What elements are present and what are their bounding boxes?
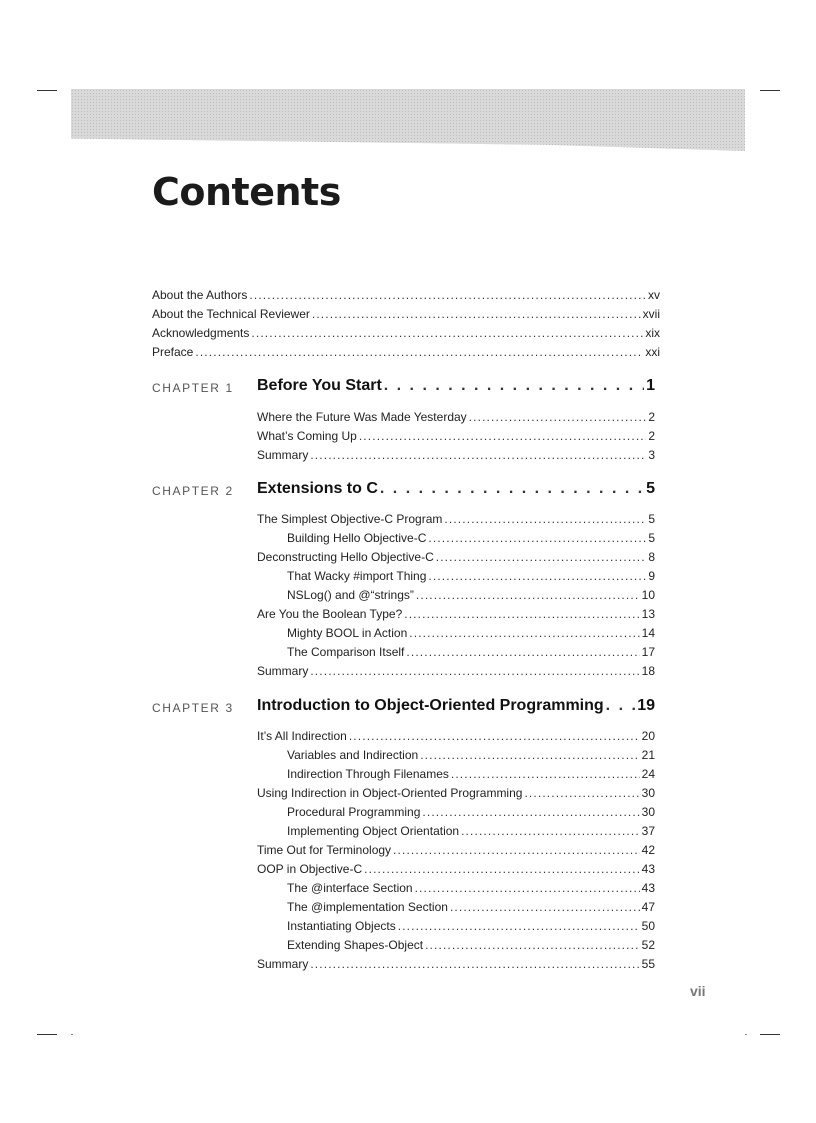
toc-entry-page: 8 xyxy=(648,550,655,564)
dot-leader xyxy=(428,531,646,545)
toc-entry-title: Procedural Programming xyxy=(287,805,421,819)
toc-subentry[interactable] xyxy=(287,938,655,956)
toc-entry[interactable] xyxy=(257,957,655,975)
dot-leader xyxy=(451,767,640,781)
dot-leader xyxy=(251,326,643,340)
toc-subentry[interactable] xyxy=(287,805,655,823)
toc-entry-title: Using Indirection in Object-Oriented Programming xyxy=(257,786,523,800)
toc-entry-page: 3 xyxy=(648,448,655,462)
toc-entry-page: 9 xyxy=(648,569,655,583)
page-title: Contents xyxy=(152,170,341,214)
toc-entry-page: xv xyxy=(648,288,660,302)
toc-entry-page: 2 xyxy=(648,429,655,443)
dot-leader xyxy=(436,550,647,564)
toc-entry[interactable] xyxy=(257,512,655,530)
toc-subentry[interactable] xyxy=(287,645,655,663)
toc-entry-page: 50 xyxy=(641,919,655,933)
dot-leader xyxy=(469,410,647,424)
toc-entry-page: 18 xyxy=(641,664,655,678)
dot-leader xyxy=(415,881,640,895)
crop-mark-top-right xyxy=(760,90,780,91)
toc-entry-page: 14 xyxy=(641,626,655,640)
toc-entry[interactable] xyxy=(257,607,655,625)
dot-leader xyxy=(409,626,639,640)
toc-entry-page: 43 xyxy=(641,881,655,895)
toc-entry[interactable] xyxy=(257,729,655,747)
toc-entry-page: xxi xyxy=(645,345,660,359)
toc-entry-page: 24 xyxy=(641,767,655,781)
toc-entry-title: Are You the Boolean Type? xyxy=(257,607,403,621)
dot-leader xyxy=(406,645,639,659)
chapter-title: Introduction to Object-Oriented Programming xyxy=(257,697,604,714)
chapter-title: Before You Start xyxy=(257,377,382,394)
toc-entry-title: OOP in Objective-C xyxy=(257,862,363,876)
toc-entry[interactable] xyxy=(257,410,655,428)
dot-leader xyxy=(310,664,639,678)
dot-leader xyxy=(312,307,641,321)
dot-leader xyxy=(195,345,643,359)
dot-leader xyxy=(364,862,639,876)
toc-subentry[interactable] xyxy=(287,569,655,587)
toc-entry-title: NSLog() and @“strings” xyxy=(287,588,414,602)
toc-entry-title: About the Technical Reviewer xyxy=(152,307,310,321)
chapter-page: 19 xyxy=(637,697,655,714)
toc-entry-title: Implementing Object Orientation xyxy=(287,824,460,838)
dot-leader xyxy=(349,729,640,743)
chapter-title-entry[interactable] xyxy=(257,697,655,719)
toc-entry-page: 20 xyxy=(641,729,655,743)
dot-leader xyxy=(450,900,640,914)
crop-dot-left xyxy=(71,1034,73,1035)
toc-entry-page: 42 xyxy=(641,843,655,857)
toc-subentry[interactable] xyxy=(287,900,655,918)
toc-entry-title: Summary xyxy=(257,448,309,462)
toc-entry-title: What’s Coming Up xyxy=(257,429,357,443)
dot-leader xyxy=(416,588,640,602)
toc-entry-page: 47 xyxy=(641,900,655,914)
toc-subentry[interactable] xyxy=(287,767,655,785)
toc-entry[interactable] xyxy=(257,550,655,568)
chapter-label: CHAPTER 2 xyxy=(152,484,234,498)
toc-entry-page: 52 xyxy=(641,938,655,952)
toc-entry-title: Where the Future Was Made Yesterday xyxy=(257,410,467,424)
chapter-page: 5 xyxy=(646,480,655,497)
dot-leader xyxy=(420,748,639,762)
toc-entry-title: Mighty BOOL in Action xyxy=(287,626,408,640)
crop-mark-bottom-left xyxy=(37,1034,57,1035)
toc-entry[interactable] xyxy=(257,786,655,804)
toc-entry-title: Summary xyxy=(257,957,309,971)
dot-leader xyxy=(444,512,646,526)
dot-leader xyxy=(428,569,646,583)
toc-entry-page: xix xyxy=(645,326,660,340)
toc-entry[interactable] xyxy=(257,843,655,861)
toc-entry-title: Instantiating Objects xyxy=(287,919,396,933)
toc-entry-title: Building Hello Objective-C xyxy=(287,531,427,545)
toc-entry-title: It’s All Indirection xyxy=(257,729,347,743)
toc-entry-page: 55 xyxy=(641,957,655,971)
toc-subentry[interactable] xyxy=(287,824,655,842)
toc-entry-title: The @interface Section xyxy=(287,881,413,895)
toc-entry-title: Preface xyxy=(152,345,194,359)
crop-dot-right xyxy=(745,1034,747,1035)
toc-entry-title: Extending Shapes-Object xyxy=(287,938,424,952)
dot-leader xyxy=(249,288,646,302)
toc-entry-title: Summary xyxy=(257,664,309,678)
toc-subentry[interactable] xyxy=(287,588,655,606)
chapter-label: CHAPTER 1 xyxy=(152,381,234,395)
toc-entry-page: 43 xyxy=(641,862,655,876)
dot-leader xyxy=(422,805,639,819)
toc-entry-title: About the Authors xyxy=(152,288,248,302)
toc-entry-page: 30 xyxy=(641,805,655,819)
toc-entry-front[interactable] xyxy=(152,288,660,306)
dot-leader xyxy=(359,429,646,443)
crop-mark-top-left xyxy=(37,90,57,91)
toc-entry-title: Indirection Through Filenames xyxy=(287,767,449,781)
toc-entry[interactable] xyxy=(257,862,655,880)
toc-entry-page: 5 xyxy=(648,512,655,526)
toc-entry-front[interactable] xyxy=(152,345,660,363)
toc-entry-page: 30 xyxy=(641,786,655,800)
dot-leader xyxy=(380,480,644,498)
toc-entry-title: Deconstructing Hello Objective-C xyxy=(257,550,434,564)
toc-entry-front[interactable] xyxy=(152,307,660,325)
dot-leader xyxy=(524,786,639,800)
chapter-title-entry[interactable] xyxy=(257,377,655,399)
toc-entry-front[interactable] xyxy=(152,326,660,344)
header-band xyxy=(71,89,745,151)
toc-subentry[interactable] xyxy=(287,531,655,549)
toc-subentry[interactable] xyxy=(287,919,655,937)
dot-leader xyxy=(461,824,640,838)
toc-entry-page: 37 xyxy=(641,824,655,838)
chapter-label: CHAPTER 3 xyxy=(152,701,234,715)
toc-subentry[interactable] xyxy=(287,881,655,899)
chapter-title: Extensions to C xyxy=(257,480,378,497)
toc-subentry[interactable] xyxy=(287,626,655,644)
toc-entry-page: 5 xyxy=(648,531,655,545)
crop-mark-bottom-right xyxy=(760,1034,780,1035)
toc-entry[interactable] xyxy=(257,429,655,447)
toc-entry-title: Acknowledgments xyxy=(152,326,250,340)
toc-entry-title: The Simplest Objective-C Program xyxy=(257,512,443,526)
dot-leader xyxy=(310,448,646,462)
chapter-page: 1 xyxy=(646,377,655,394)
toc-entry-page: 21 xyxy=(641,748,655,762)
toc-entry-title: Time Out for Terminology xyxy=(257,843,392,857)
dot-leader xyxy=(393,843,640,857)
toc-entry-page: 2 xyxy=(648,410,655,424)
dot-leader xyxy=(606,697,636,715)
toc-entry[interactable] xyxy=(257,448,655,466)
chapter-title-entry[interactable] xyxy=(257,480,655,502)
toc-entry-page: 17 xyxy=(641,645,655,659)
toc-entry-page: xvii xyxy=(642,307,660,321)
toc-entry[interactable] xyxy=(257,664,655,682)
toc-entry-title: That Wacky #import Thing xyxy=(287,569,427,583)
toc-entry-title: The Comparison Itself xyxy=(287,645,405,659)
toc-subentry[interactable] xyxy=(287,748,655,766)
toc-entry-title: The @implementation Section xyxy=(287,900,448,914)
dot-leader xyxy=(398,919,640,933)
page-number: vii xyxy=(690,983,706,999)
dot-leader xyxy=(384,377,644,395)
toc-entry-page: 13 xyxy=(641,607,655,621)
toc-entry-page: 10 xyxy=(641,588,655,602)
dot-leader xyxy=(404,607,639,621)
dot-leader xyxy=(425,938,640,952)
toc-entry-title: Variables and Indirection xyxy=(287,748,419,762)
dot-leader xyxy=(310,957,639,971)
